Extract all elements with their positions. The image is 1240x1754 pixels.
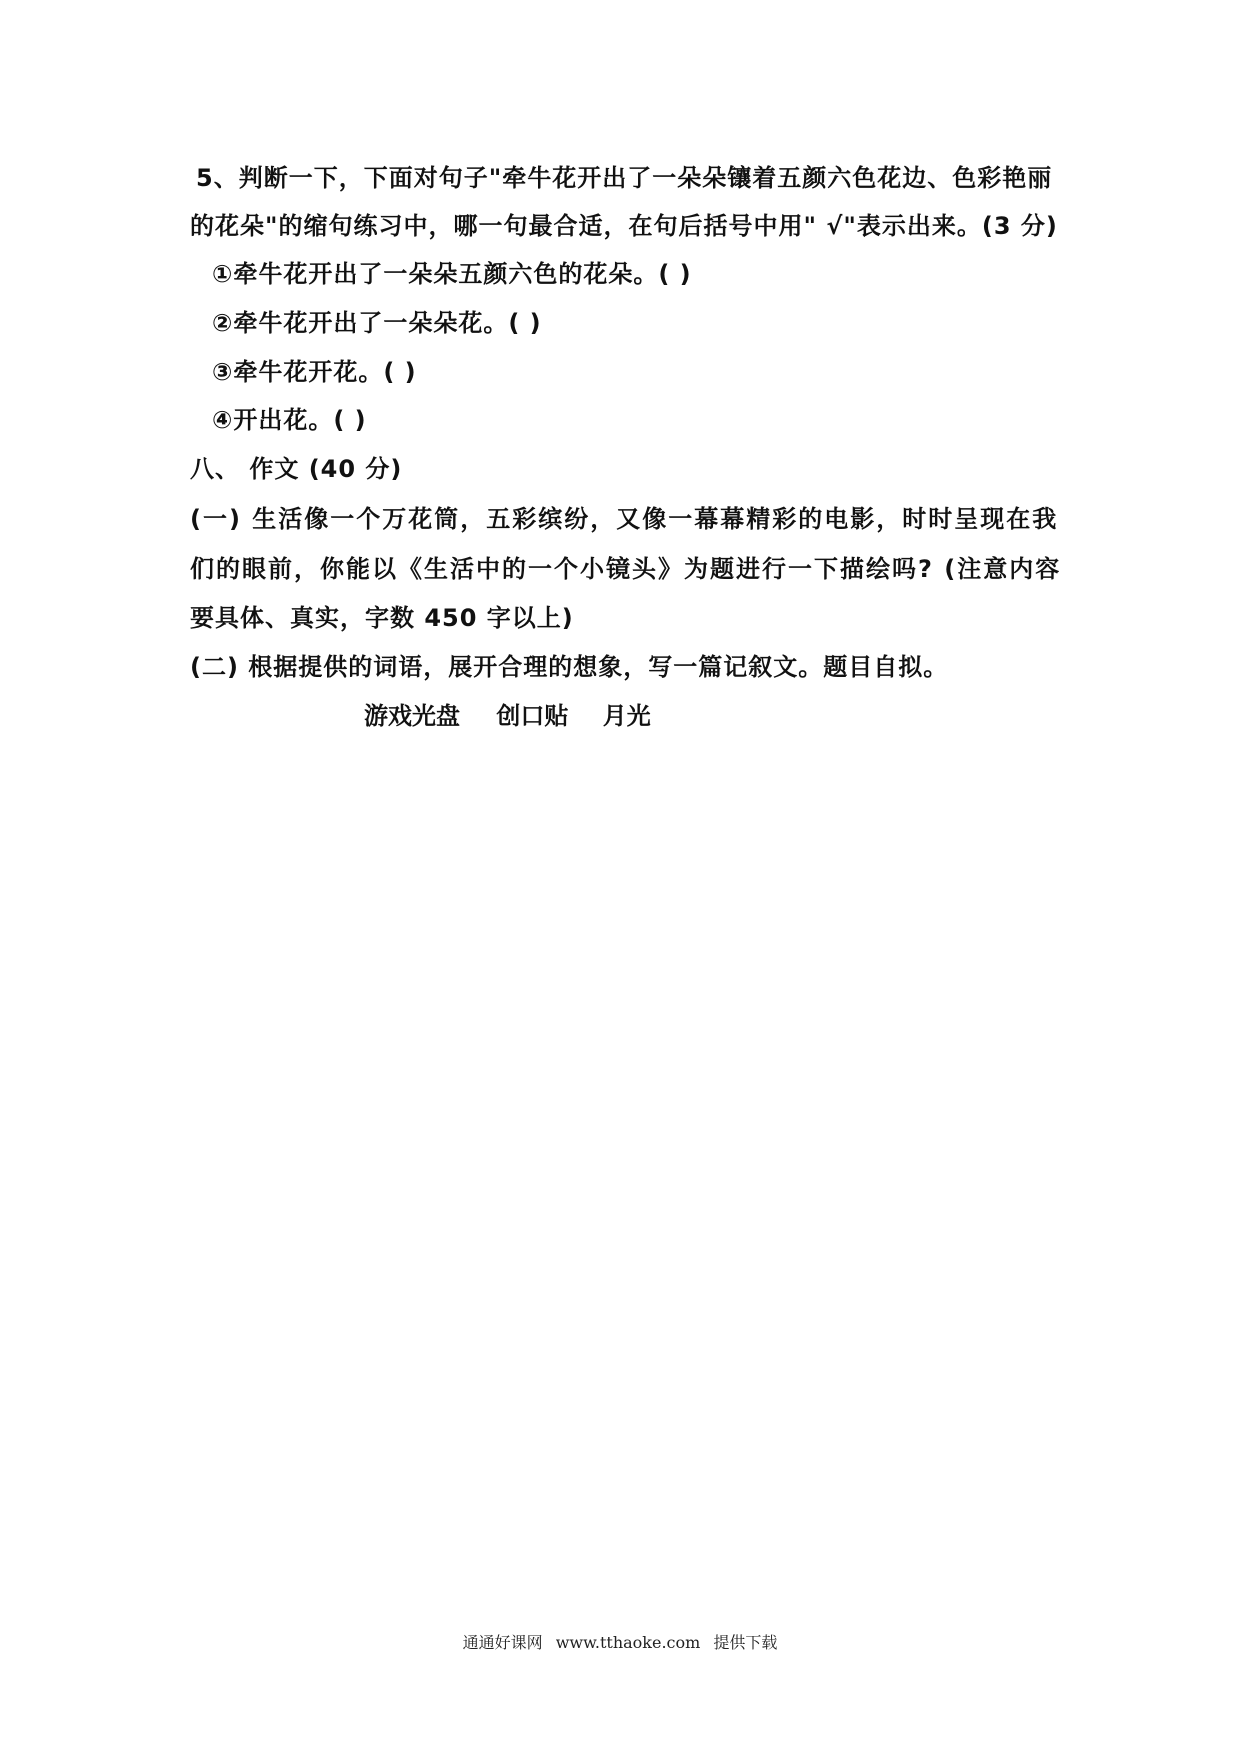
option-2: ②牵牛花开出了一朵朵花。( ) [212,309,542,337]
essay-prompt-1-line-3: 要具体、真实，字数 450 字以上) [190,604,574,632]
footer-suffix: 提供下载 [713,1633,778,1652]
footer-url: www.tthaoke.com [555,1633,701,1652]
essay-word: 游戏光盘 [364,702,460,730]
question-5-line-2: 的花朵"的缩句练习中，哪一句最合适，在句后括号中用" √"表示出来。(3 分) [190,212,1058,240]
option-3: ③牵牛花开花。( ) [212,358,417,386]
question-5-line-1: 5、判断一下，下面对句子"牵牛花开出了一朵朵镶着五颜六色花边、色彩艳丽 [196,164,1053,192]
option-1: ①牵牛花开出了一朵朵五颜六色的花朵。( ) [212,260,692,288]
option-4: ④开出花。( ) [212,406,367,434]
page-footer [0,1632,1240,1654]
section-8-heading: 八、 作文 (40 分) [190,455,403,483]
essay-word-list [364,700,651,732]
essay-word: 创口贴 [496,702,569,730]
essay-prompt-1-line-1: (一) 生活像一个万花筒，五彩缤纷，又像一幕幕精彩的电影，时时呈现在我 [190,505,1059,533]
essay-prompt-2: (二) 根据提供的词语，展开合理的想象，写一篇记叙文。题目自拟。 [190,653,949,681]
essay-prompt-1-line-2: 们的眼前，你能以《生活中的一个小镜头》为题进行一下描绘吗? (注意内容 [190,555,1062,583]
essay-word: 月光 [602,702,651,730]
footer-site-name: 通通好课网 [462,1633,543,1652]
